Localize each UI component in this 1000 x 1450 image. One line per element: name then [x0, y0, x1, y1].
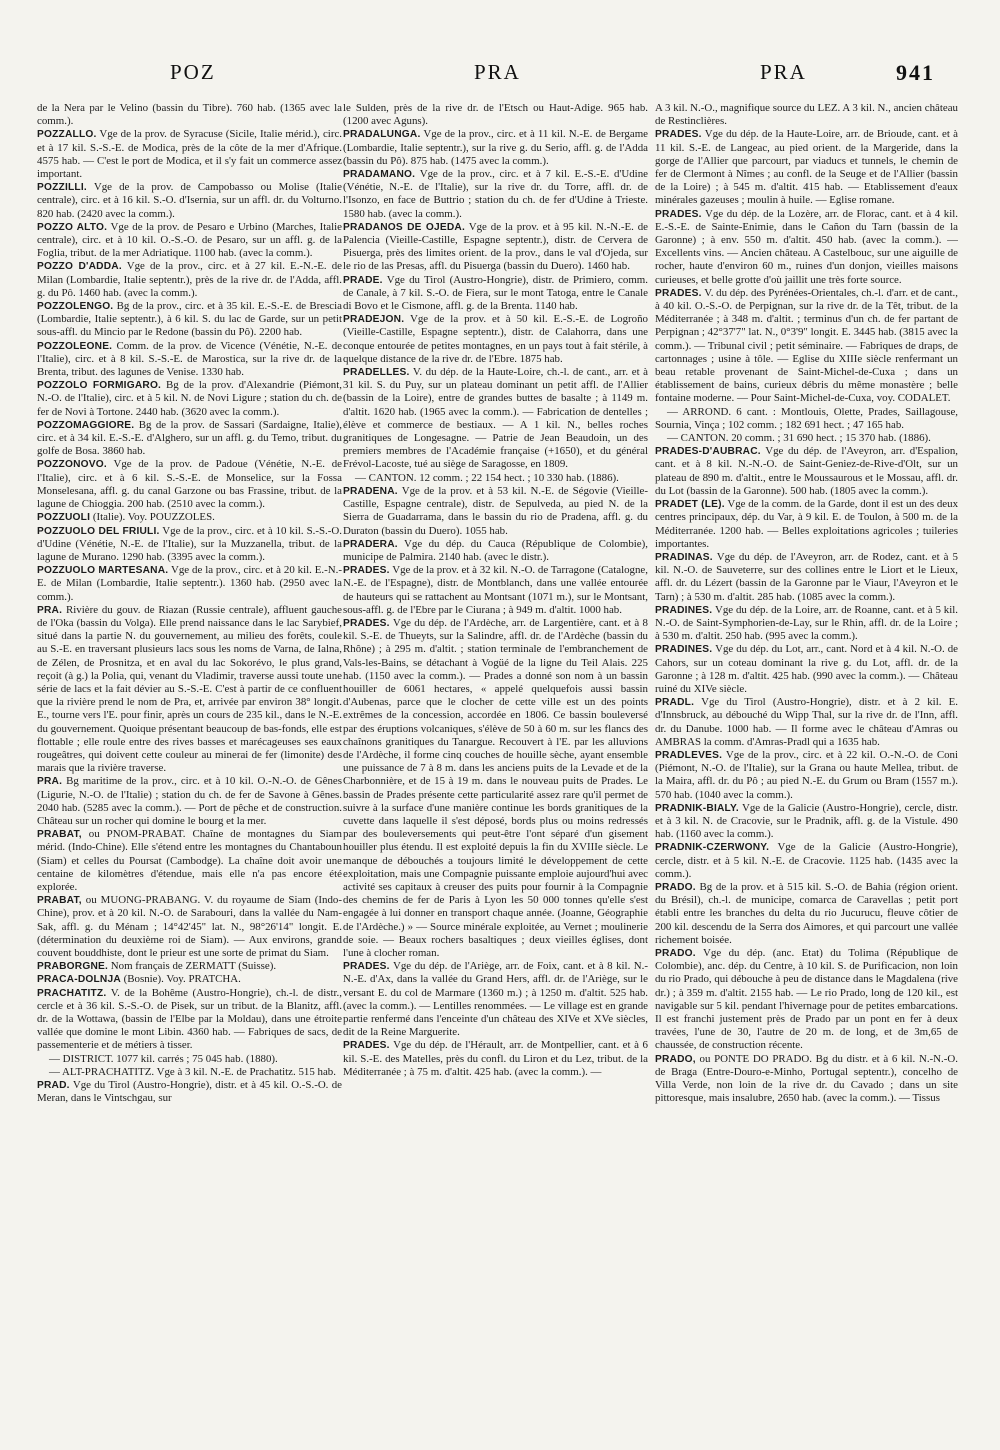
dictionary-entry — [37, 128, 342, 181]
entry-text: Vge de la prov. de Pesaro e Urbino (Marches, Italie centrale), circ. et à 10 kil. O.-S.-O. de Pesaro, sur un affl. g. de la Foglia, tribut. de la mer Adriatique. 1100 hab. (avec la comm.). — [37, 220, 342, 260]
entry-text: Vge de la prov., circ. et à 10 kil. S.-S.-O. d'Udine (Vénétie, N.-E. de l'Italie), sur la Muzzanella, tribut. de la lagune de Murano. 1290 hab. (3395 avec la comm.). — [37, 524, 342, 563]
entry-text: Vge de la prov. de Campobasso ou Molise (Italie centrale), circ. et à 16 kil. S.-O. d'Isernia, sur un affl. dr. du Volturno. 820 hab. (2420 avec la comm.). — [37, 181, 342, 220]
dictionary-entry — [37, 102, 342, 128]
entry-headword: POZZOLENGO. — [37, 301, 114, 313]
dictionary-entry — [655, 604, 958, 644]
dictionary-entry — [343, 1039, 648, 1079]
dictionary-entry — [37, 1053, 342, 1066]
dictionary-entry — [37, 300, 342, 340]
dictionary-entry — [655, 551, 958, 604]
entry-text: — ALT-PRACHATITZ. Vge à 3 kil. N.-E. de Prachatitz. 515 hab. — [49, 1065, 336, 1078]
dictionary-entry — [655, 881, 958, 947]
entry-headword: POZZALLO. — [37, 129, 97, 141]
entry-text: V. du dép. des Pyrénées-Orientales, ch.-l. d'arr. et de cant., à 40 kil. O.-S.-O. de Perpignan, sur la rive dr. de la Têt, tribut. de la Méditerranée ; à 348 m. d'altit. ; terminus d'un ch. de fer partant de Perpignan ; 42°37'7" lat. N., 0°3'9" longit. E. 3445 hab. (3815 avec la comm.). — Tribunal civil ; petit séminaire. — Fabriques de draps, de cartonnages ; usine à tôle. — Eglise du XIIIe siècle renfermant un beau retable provenant de Saint-Michel-de-Cuxa ; dans un établissement de bains, curieux débris du même monastère ; belle fontaine moderne. — Pour Saint-Michel-de-Cuxa, voy. CODALET. — [655, 286, 958, 405]
entry-headword: POZZUOLO MARTESANA. — [37, 565, 169, 577]
entry-text: Vge de la Galicie (Austro-Hongrie), cercle, distr. et à 3 kil. N. de Cracovie, sur le Pradnik, affl. g. de la Vistule. 490 hab. (1160 avec la comm.). — [655, 801, 958, 841]
dictionary-entry — [343, 274, 648, 314]
dictionary-entry — [37, 260, 342, 300]
dictionary-entry — [37, 1066, 342, 1079]
entry-headword: PRADES. — [655, 208, 702, 220]
entry-text: Vge de la prov., circ. et à 7 kil. E.-S.-E. d'Udine (Vénétie, N.-E. de l'Italie), sur la rive dr. du Torre, affl. dr. de l'Isonzo, en face de Buttrio ; station du ch. de fer d'Udine à Trieste. 1580 hab. (avec la comm.). — [343, 168, 648, 220]
header-right-guide-word: PRA — [760, 60, 807, 84]
dictionary-entry — [37, 828, 342, 894]
entry-text: Vge de la prov. et à 50 kil. E.-S.-E. de Logroño (Vieille-Castille, Espagne septentr.), distr. de Calahorra, dans une conque entourée de petites montagnes, en un pays tout à fait stérile, à quelque distance de la rive dr. de l'Ebre. 1875 hab. — [343, 313, 648, 365]
entry-text: Vge du dép. de l'Ariège, arr. de Foix, cant. et à 8 kil. N.-N.-E. d'Ax, dans la vallée du Grand Hers, affl. dr. de l'Ariège, sur le versant E. du col de Marmare (1360 m.) ; à 1250 m. d'altit. 525 hab. (avec la comm.). — Lentilles renommées. — Le village est en grande partie renfermé dans l'enceinte d'un château des XIVe et XVe siècles, dit de la Reine Marguerite. — [343, 960, 648, 1039]
entry-headword: PRADALUNGA. — [343, 129, 421, 141]
entry-text: Bg de la prov. d'Alexandrie (Piémont, N.-O. de l'Italie), circ. et à 5 kil. N. de Novi Ligure ; station du ch. de fer de Novi à Tortone. 2440 hab. (3620 avec la comm.). — [37, 379, 342, 418]
dictionary-entry — [343, 168, 648, 221]
entry-text: Vge de la prov., circ. et à 11 kil. N.-E. de Bergame (Lombardie, Italie septentr.), sur la rive g. du Serio, affl. g. de l'Adda (bassin du Pô). 875 hab. (1475 avec la comm.). — [343, 128, 648, 167]
dictionary-entry — [343, 538, 648, 564]
entry-text: Vge de la comm. de la Garde, dont il est un des deux centres principaux, dép. du Var, à 9 kil. E. de Toulon, à 500 m. de la Méditerranée. 1200 hab. — Belles exploitations agricoles ; tuileries importantes. — [655, 498, 958, 550]
entry-text: le Sulden, près de la rive dr. de l'Etsch ou Haut-Adige. 965 hab. (1200 avec Aguns). — [343, 102, 648, 128]
entry-text: A 3 kil. N.-O., magnifique source du LEZ. A 3 kil. N., ancien château de Restinclières. — [655, 102, 958, 128]
entry-headword: PRADEJON. — [343, 314, 405, 326]
entry-text: de la Nera par le Velino (bassin du Tibre). 760 hab. (1365 avec la comm.). — [37, 102, 342, 128]
dictionary-entry — [655, 947, 958, 1053]
entry-headword: PRACA-DOLNJA — [37, 974, 121, 986]
entry-headword: PRADE. — [343, 274, 383, 286]
entry-text: Vge du Tirol (Austro-Hongrie), distr. et à 45 kil. O.-S.-O. de Meran, dans le Vintschgau, sur — [37, 1079, 342, 1105]
entry-headword: PRADELLES. — [343, 367, 410, 379]
dictionary-entry — [655, 749, 958, 802]
entry-headword: PRA. — [37, 776, 63, 788]
dictionary-entry — [343, 960, 648, 1039]
dictionary-entry — [37, 525, 342, 565]
entry-text: Vge de la prov. et à 32 kil. N.-O. de Tarragone (Catalogne, N.-E. de l'Espagne), distr. de Montblanch, dans une vallée entourée de hauteurs qui se rattachent au Montsant (1071 m.), sur le Montsant, sous-affl. g. de l'Ebre par le Ciurana ; à 949 m. d'altit. 1000 hab. — [343, 564, 648, 616]
entry-headword: POZZO D'ADDA. — [37, 261, 122, 273]
entry-text: Vge de la prov. et à 53 kil. N.-E. de Ségovie (Vieille-Castille, Espagne centrale), distr. de Sepulveda, au pied N. de la Sierra de Guadarrama, dans le bassin du rio de Pradena, affl. g. du Duraton (bassin du Duero). 1055 hab. — [343, 484, 648, 537]
dictionary-entry — [655, 1053, 958, 1106]
dictionary-entry — [655, 406, 958, 432]
entry-headword: PRA. — [37, 604, 63, 616]
dictionary-entry — [343, 366, 648, 472]
entry-text: Vge de la prov., circ. et à 22 kil. O.-N.-O. de Coni (Piémont, N.-O. de l'Italie), sur la Grana ou haute Mellea, tribut. de la Maira, affl. dr. du Pô ; au pied N.-E. du Grum ou Bram (1557 m.). 570 hab. (1040 avec la comm.). — [655, 748, 958, 801]
dictionary-entry — [655, 802, 958, 842]
entry-text: Vge du Tirol (Austro-Hongrie), distr. et à 2 kil. E. d'Innsbruck, au débouché du Wipp Thal, sur la rive dr. de l'Inn, affl. dr. du Danube. 1000 hab. — Il forme avec le château d'Amras ou AMBRAS la comm. d'Amras-Pradl qui a 1635 hab. — [655, 696, 958, 748]
entry-headword: POZZOMAGGIORE. — [37, 419, 135, 431]
entry-text: Bg de la prov. de Sassari (Sardaigne, Italie), circ. et à 34 kil. E.-S.-E. d'Alghero, sur un affl. g. du Temo, tribut. du golfe de Bosa. 3860 hab. — [37, 418, 342, 458]
running-header — [0, 60, 1000, 100]
entry-text: Vge du dép. de la Lozère, arr. de Florac, cant. et à 4 kil. E.-S.-E. de Sainte-Enimie, dans le Cañon du Tarn (bassin de la Garonne) ; à env. 550 m. d'altit. 450 hab. (avec la comm.). — Excellents vins. — Ancien château. A Castelbouc, sur une aiguille de rocher, haute d'environ 60 m., ruines d'un donjon, vieilles maisons curieuses, et belle grotte d'où jaillit une très forte source. — [655, 207, 958, 286]
header-middle-guide-word: PRA — [474, 60, 521, 84]
dictionary-entry — [655, 128, 958, 207]
dictionary-entry — [655, 102, 958, 128]
entry-text: Vge de la prov., circ. et à 27 kil. E.-N.-E. de Milan (Lombardie, Italie septentr.), près de la rive dr. de l'Adda, affl. g. du Pô. 1460 hab. (avec la comm.). — [37, 260, 342, 299]
header-left-guide-word: POZ — [170, 60, 216, 84]
entry-headword: PRADLEVES. — [655, 749, 723, 761]
entry-text: V. de la Bohême (Austro-Hongrie), ch.-l. de distr., cercle et à 36 kil. S.-S.-O. de Pisek, sur un tribut. de la Blanitz, affl. dr. de la Wottawa, (bassin de l'Elbe par la Moldau), dans une étroite vallée que domine le mont Libin. 4360 hab. — Fabriques de sacs, de passementerie et de métiers à tisser. — [37, 986, 342, 1052]
entry-text: Vge du dép. du Lot, arr., cant. Nord et à 4 kil. N.-O. de Cahors, sur un coteau dominant la rive g. du Lot, affl. dr. de la Garonne ; à 128 m. d'altit. 425 hab. (990 avec la comm.). — Château ruiné du XIVe siècle. — [655, 643, 958, 695]
dictionary-entry — [37, 987, 342, 1053]
entry-text: Vge du dép. de l'Ardèche, arr. de Largentière, cant. et à 8 kil. S.-E. de Thueyts, sur la Salindre, affl. dr. de l'Ardèche (bassin du Rhône) ; à 295 m. d'altit. ; station terminale de l'embranchement de Vals-les-Bains, se détachant à Vogüé de la ligne du Teil Alais. 225 hab. (1150 avec la comm.). — Prades a donné son nom à un bassin houiller de 6061 hectares, « appelé quelquefois aussi bassin d'Aubenas, parce que le clocher de cette ville est un des points extrêmes de la concession, accordée en 1806. Ce bassin bouleversé par des éruptions volcaniques, s'élève de 50 à 60 m. sur les flancs des chaînons granitiques du Tanargue. Recouvert à l'E. par les alluvions de l'Ardèche, il forme cinq couches de houille sèche, ayant ensemble une puissance de 7 à 8 m. dans les anciens puits de la Levade et de la Charbonnière, et de 15 à 19 m. dans le nouveau puits de Prades. Le bassin de Prades présente cette particularité assez rare qu'il permet de suivre à la surface d'une manière continue les bords granitiques de la cuvette dans laquelle il s'est déposé, bords plus ou moins redressés par des bouleversements qui peut-être l'ont séparé d'un gisement houiller plus étendu. Il est exploité depuis la fin du XVIIIe siècle. Le manque de débouchés a toujours limité le développement de cette exploitation, mais une Compagnie puissante emploie aujourd'hui avec activité ses capitaux à creuser des puits pour fournir à la Compagnie des chemins de fer de Paris à Lyon les 50 000 tonnes qu'elle s'est engagée à lui donner en transport chaque année. (Joanne, Géographie de l'Ardèche.) » — Source minérale exploitée, au Vernet ; moulinerie de soie. — Beaux rochers basaltiques ; deux vieilles églises, dont l'une à clocher roman. — [343, 616, 648, 959]
entry-headword: PRADINES. — [655, 604, 713, 616]
dictionary-entry — [655, 287, 958, 406]
entry-headword: PRADINES. — [655, 644, 713, 656]
entry-headword: POZZOLEONE. — [37, 340, 113, 352]
entry-text: — CANTON. 20 comm. ; 31 690 hect. ; 15 370 hab. (1886). — [667, 432, 931, 445]
dictionary-entry — [343, 564, 648, 617]
text-column-3 — [655, 102, 958, 1442]
entry-text: — ARROND. 6 cant. : Montlouis, Olette, Prades, Saillagouse, Sournia, Vinça ; 102 comm. ; 182 691 hect. ; 47 165 hab. — [655, 405, 958, 431]
dictionary-entry — [343, 102, 648, 128]
entry-text: Nom français de ZERMATT (Suisse). — [110, 960, 277, 973]
entry-headword: PRADES. — [655, 287, 702, 299]
page-number: 941 — [896, 60, 935, 85]
entry-headword: PRADES. — [343, 565, 390, 577]
dictionary-entry — [655, 643, 958, 696]
entry-headword: PRADES. — [343, 1040, 390, 1052]
entry-text: Vge du Tirol (Austro-Hongrie), distr. de Primiero, comm. de Canale, à 7 kil. S.-O. de Fiera, sur le mont Tatoga, entre le Canale di Bovo et le Cismone, affl. g. de la Brenta. 1140 hab. — [343, 273, 648, 313]
dictionary-entry — [343, 313, 648, 366]
text-column-2 — [343, 102, 648, 1442]
entry-text: ou PNOM-PRABAT. Chaîne de montagnes du Siam mérid. (Indo-Chine). Elle s'étend entre les montagnes du Chantaboun (Siam) et celles du Poursat (Cambodge). La chaîne doit avoir une centaine de kilomètres d'étendue, mais elle n'a pas encore été explorée. — [37, 828, 342, 893]
entry-text: Bg maritime de la prov., circ. et à 10 kil. O.-N.-O. de Gênes (Ligurie, N.-O. de l'Italie) ; station du ch. de fer de Savone à Gênes. 2040 hab. (5285 avec la comm.). — Port de pêche et de construction. Château sur un rocher qui domine le bourg et la mer. — [37, 775, 342, 827]
dictionary-entry — [37, 894, 342, 960]
entry-headword: PRADERA. — [343, 538, 398, 550]
entry-headword: PRADAMANO. — [343, 169, 416, 181]
dictionary-entry — [37, 340, 342, 380]
entry-headword: PRABAT, — [37, 895, 82, 907]
dictionary-entry — [343, 221, 648, 274]
entry-headword: POZZONOVO. — [37, 459, 107, 471]
entry-text: Vge de la prov. de Padoue (Vénétie, N.-E. de l'Italie), circ. et à 6 kil. S.-S.-E. de Monselice, sur la Fossa Monselesana, affl. g. du canal Garzone ou bas Frassine, tribut. de la lagune de Chioggia. 200 hab. (2510 avec la comm.). — [37, 458, 342, 511]
entry-text: Vge du dép. de la Loire, arr. de Roanne, cant. et à 5 kil. N.-O. de Saint-Symphorien-de-Lay, sur le Rhin, affl. dr. de la Loire ; à 530 m. d'altit. 250 hab. (995 avec la comm.). — [655, 603, 958, 643]
dictionary-entry — [37, 1079, 342, 1105]
entry-headword: PRADNIK-BIALY. — [655, 802, 739, 814]
entry-headword: PRADNIK-CZERWONY. — [655, 842, 770, 854]
entry-headword: PRABORGNE. — [37, 961, 109, 973]
entry-text: V. du dép. de la Haute-Loire, ch.-l. de cant., arr. et à 31 kil. S. du Puy, sur un plateau dominant un petit affl. de l'Allier (bassin de la Loire), entre de grandes buttes de basalte ; à 1149 m. d'altit. 1620 hab. (1965 avec la comm.). — Fabrication de dentelles ; élève et commerce de bestiaux. — A 1 kil. N., belles roches granitiques de Longesagne. — Patrie de Jean Beaudoin, un des premiers membres de l'Académie française (+1650), et du général Frévol-Lacoste, tué au siège de Saragosse, en 1809. — [343, 366, 648, 471]
entry-text: Vge du dép. (anc. Etat) du Tolima (République de Colombie), anc. dép. du Centre, à 10 kil. S. de Purificacion, non loin du rio Prado, qui débouche à peu de distance dans le Magdalena (rive dr.) ; à 359 m. d'altit. 2155 hab. — Le rio Prado, long de 120 kil., est navigable sur 5 kil. pendant l'hivernage pour de petites embarcations. Il est franchi justement près de Prado par un pont en fer à deux travées, l'une de 30, l'autre de 20 m. de long, et de 3m,65 de chaussée, de construction récente. — [655, 947, 958, 1052]
entry-text: Rivière du gouv. de Riazan (Russie centrale), affluent gauche de l'Oka (bassin du Volga). Elle prend naissance dans le lac Sarybief, situé dans la partie N. du gouvernement, au milieu des forêts, coule au S.-E. en traversant plusieurs lacs sous les noms de Varna, de Ialna, de Zélen, de Prosnitza, et en aval du lac Sokorévo, le plus grand, reçoit (à g.) la Polia, qui, venant du Vladimir, traverse aussi toute une série de lacs et la fait dévier au S.-S.-E. C'est à partir de ce confluent que la rivière prend le nom de Pra, et, arrivée par environ 38° longit. E., tourne vers l'E. pour finir, après un cours de 235 kil., dans le N.-E. du gouvernement. Quoique présentant beaucoup de bas-fonds, elle est flottable ; elle roule entre des rives basses et marécageuses ses eaux rougeâtres, qui doivent cette couleur au minerai de fer (limonite) des marais que la rivière traverse. — [37, 603, 342, 775]
dictionary-entry — [37, 379, 342, 419]
entry-text: (Italie). Voy. POUZZOLES. — [92, 511, 215, 524]
dictionary-entry — [343, 472, 648, 485]
entry-text: Vge de la Galicie (Austro-Hongrie), cercle, distr. et à 5 kil. N.-E. de Cracovie. 1125 hab. (1435 avec la comm.). — [655, 841, 958, 880]
entry-headword: PRADO, — [655, 1053, 696, 1065]
entry-headword: PRABAT, — [37, 829, 82, 841]
dictionary-entry — [37, 419, 342, 459]
dictionary-entry — [655, 208, 958, 287]
entry-text: (Bosnie). Voy. PRATCHA. — [123, 973, 241, 986]
entry-text: Vge de la prov., circ. et à 20 kil. E.-N.-E. de Milan (Lombardie, Italie septentr.). 1360 hab. (2950 avec la comm.). — [37, 564, 342, 603]
dictionary-entry — [37, 775, 342, 828]
entry-headword: POZZUOLI — [37, 512, 91, 524]
text-column-1 — [37, 102, 342, 1442]
dictionary-entry — [37, 604, 342, 776]
dictionary-entry — [37, 181, 342, 221]
entry-headword: PRADES-D'AUBRAC. — [655, 446, 761, 458]
dictionary-entry — [37, 511, 342, 524]
entry-text: Vge du dép. de l'Aveyron, arr. d'Espalion, cant. et à 8 kil. N.-N.-O. de Saint-Geniez-de-Rive-d'Olt, sur un plateau de 890 m. d'altit., entre le Moussaurous et le Mossau, affl. dr. du Lot (bassin de la Garonne). 500 hab. (1805 avec la comm.). — [655, 445, 958, 497]
entry-headword: PRADET (LE). — [655, 499, 725, 511]
entry-headword: POZZILLI. — [37, 182, 87, 194]
dictionary-entry — [37, 221, 342, 261]
entry-headword: POZZOLO FORMIGARO. — [37, 380, 162, 392]
entry-headword: PRADO. — [655, 948, 696, 959]
dictionary-entry — [343, 617, 648, 960]
entry-text: Bg de la prov., circ. et à 35 kil. E.-S.-E. de Brescia (Lombardie, Italie septentr.), à 6 kil. S. du lac de Garde, sur un petit sous-affl. du Mincio par le Redone (bassin du Pô). 2200 hab. — [37, 300, 342, 339]
dictionary-entry — [655, 445, 958, 498]
entry-text: ou MUONG-PRABANG. V. du royaume de Siam (Indo-Chine), prov. et à 20 kil. N.-O. de Sarabouri, dans la vallée du Nam-Sak, affl. g. du Ménam ; 14°42'45" lat. N., 98°26'14" longit. E. (détermination du deuxième roi de Siam). — Aux environs, grand couvent bouddhiste, dont le prieur est une sorte de primat du Siam. — [37, 894, 342, 959]
entry-text: Bg de la prov. et à 515 kil. S.-O. de Bahia (région orient. du Brésil), ch.-l. de municipe, comarca de Caravellas ; petit port établi entre les branches du delta du rio Jucurucu, fleuve côtier de 200 kil. descendu de la Serra dos Aimores, et qui parcourt une vallée richement boisée. — [655, 880, 958, 946]
entry-headword: PRACHATITZ. — [37, 987, 107, 999]
entry-headword: PRADES. — [343, 617, 390, 629]
dictionary-entry — [37, 973, 342, 986]
entry-text: — CANTON. 12 comm. ; 22 154 hect. ; 10 330 hab. (1886). — [355, 471, 619, 484]
entry-headword: PRAD. — [37, 1080, 70, 1092]
entry-headword: POZZO ALTO. — [37, 221, 108, 233]
entry-text: Vge du dép. du Cauca (République de Colombie), municipe de Palmira. 2140 hab. (avec le distr.). — [343, 537, 648, 563]
dictionary-entry — [655, 498, 958, 551]
entry-headword: PRADANOS DE OJEDA. — [343, 221, 466, 233]
dictionary-entry — [655, 696, 958, 749]
dictionary-entry — [655, 432, 958, 445]
entry-headword: PRADINAS. — [655, 551, 713, 563]
entry-headword: PRADES. — [343, 961, 390, 973]
entry-text: — DISTRICT. 1077 kil. carrés ; 75 045 hab. (1880). — [49, 1052, 278, 1065]
entry-text: Vge du dép. de la Haute-Loire, arr. de Brioude, cant. et à 11 kil. S.-E. de Langeac, au pied orient. de la Margeride, dans la gorge de l'Allier que parcourt, par viaducs et tunnels, le chemin de fer de Clermont à Nîmes ; au confl. de la Seuge et de l'Allier (bassin de la Loire) ; à 545 m. d'altit. 415 hab. — Etablissement d'eaux minérales gazeuses ; moulin à huile. — Eglise romane. — [655, 128, 958, 207]
entry-headword: PRADENA. — [343, 485, 398, 497]
entry-text: Vge de la prov. et à 95 kil. N.-N.-E. de Palencia (Vieille-Castille, Espagne septentr.), distr. de Cervera de Pisuerga, près des limites orient. de la prov., dans le val d'Ojeda, sur le rio de las Presas, affl. du Pisuerga (bassin du Duero). 1460 hab. — [343, 220, 648, 273]
entry-text: Vge du dép. de l'Aveyron, arr. de Rodez, cant. et à 5 kil. N.-O. de Sauveterre, sur des collines entre le Liort et le Lieux, affl. dr. du Lézert (bassin de la Garonne par le Viaur, l'Aveyron et le Tarn) ; à 530 m. d'altit. 285 hab. (1085 avec la comm.). — [655, 550, 958, 603]
entry-headword: PRADL. — [655, 697, 695, 709]
entry-headword: PRADES. — [655, 129, 702, 141]
entry-text: ou PONTE DO PRADO. Bg du distr. et à 6 kil. N.-N.-O. de Braga (Entre-Douro-e-Minho, Portugal septentr.), concelho de Villa Verde, non loin de la rive dr. du Cavado ; dans un site pittoresque, mais insalubre, 2650 hab. (avec la comm.). — Tissus — [655, 1052, 958, 1105]
dictionary-entry — [343, 485, 648, 538]
entry-headword: PRADO. — [655, 881, 696, 893]
dictionary-entry — [37, 960, 342, 973]
entry-text: Comm. de la prov. de Vicence (Vénétie, N.-E. de l'Italie), circ. et à 8 kil. S.-S.-E. de Marostica, sur la rive dr. de la Brenta, tribut. des lagunes de Venise. 1330 hab. — [37, 339, 342, 379]
entry-headword: POZZUOLO DEL FRIULI. — [37, 525, 160, 537]
dictionary-entry — [343, 128, 648, 168]
dictionary-entry — [655, 841, 958, 881]
dictionary-entry — [37, 564, 342, 604]
entry-text: Vge du dép. de l'Hérault, arr. de Montpellier, cant. et à 6 kil. S.-E. des Matelles, près du confl. du Liron et du Lez, tribut. de la Méditerranée ; à 75 m. d'altit. 425 hab. (avec la comm.). — — [343, 1039, 648, 1078]
entry-text: Vge de la prov. de Syracuse (Sicile, Italie mérid.), circ. et à 17 kil. S.-S.-E. de Modica, près de la côte de la mer d'Afrique. 4575 hab. — C'est le port de Modica, et il s'y fait un commerce assez important. — [37, 128, 342, 181]
dictionary-entry — [37, 458, 342, 511]
